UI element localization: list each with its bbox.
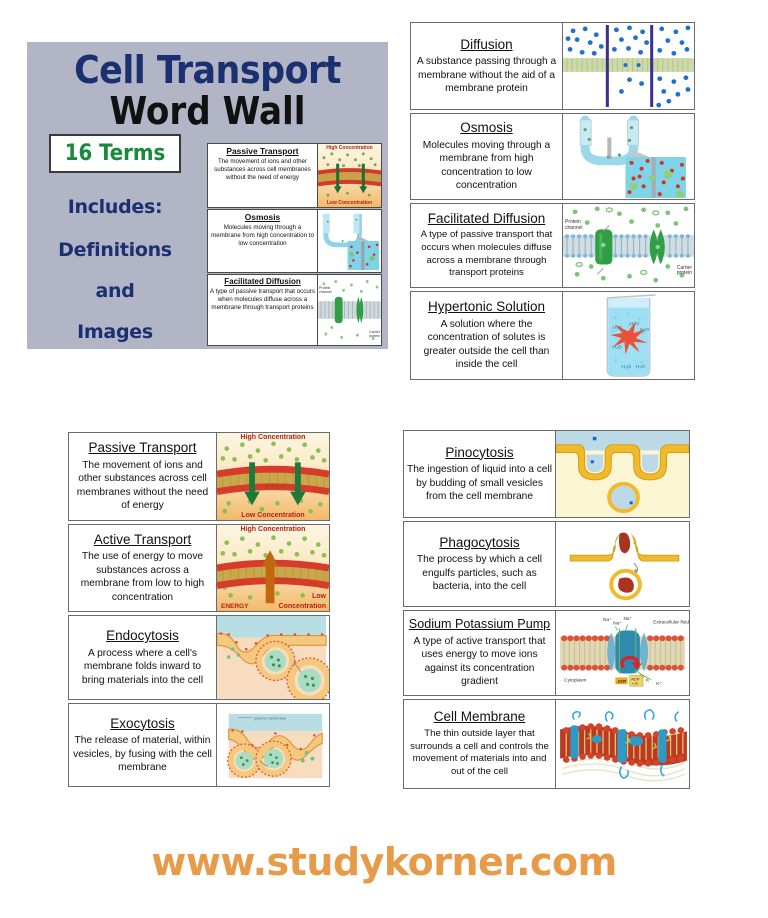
card-term: Exocytosis: [110, 715, 175, 731]
page-title-line2: Word Wall: [109, 89, 306, 133]
card-definition: The process by which a cell engulfs particles, such as bacteria, into the cell: [416, 554, 543, 592]
svg-text:H₂O: H₂O: [635, 365, 646, 371]
includes-item-and: and: [95, 280, 135, 302]
active-transport-membrane-diagram-icon: [217, 525, 329, 611]
card-definition: A type of passive transport that occurs when molecules diffuse across a membrane through transport proteins: [420, 229, 553, 279]
hypertonic-beaker-cell-shrinking-icon: [563, 292, 694, 379]
preview-card-text: [208, 275, 318, 345]
svg-text:Na⁺: Na⁺: [603, 616, 612, 622]
cover-left-column: [27, 134, 203, 343]
osmosis-u-tube-diagram-icon: [563, 114, 694, 199]
terms-count-badge: [49, 134, 181, 173]
energy-label: ENERGY: [221, 603, 249, 610]
card-term: Facilitated Diffusion: [427, 210, 546, 226]
card-term: Passive Transport: [88, 440, 197, 456]
card-definition: A solution where the concentration of solutes is greater outside the cell than inside the cell: [423, 318, 550, 371]
card-term: Diffusion: [460, 36, 513, 52]
low-concentration-label: Low Concentration: [241, 512, 305, 519]
term-card-osmosis: [410, 113, 695, 200]
card-text: [404, 611, 556, 695]
term-card-pinocytosis: [403, 430, 690, 518]
concentration-label: Concentration: [278, 603, 326, 610]
preview-card-term: Osmosis: [244, 212, 281, 222]
card-definition: The thin outside layer that surrounds a cell and controls the movement of materials into and out of the cell: [410, 727, 549, 777]
card-group-bottom-right: [403, 430, 690, 792]
card-term: Pinocytosis: [445, 444, 514, 460]
osmosis-u-tube-diagram-icon: [318, 210, 381, 272]
terms-count-label: 16 Terms: [64, 140, 166, 166]
preview-card-definition: The movement of ions and other substances across cell membranes without the need of energy: [214, 157, 311, 181]
facilitated-diffusion-channel-diagram-icon: [563, 204, 694, 287]
svg-text:inside of cell: inside of cell: [265, 483, 285, 488]
card-text: [404, 522, 556, 606]
website-url: www.studykorner.com: [151, 840, 617, 884]
term-card-active-transport: [68, 524, 330, 612]
card-definition: The ingestion of liquid into a cell by budding of small vesicles from the cell membrane: [407, 464, 552, 502]
preview-card-definition: A type of passive transport that occurs when molecules diffuse across a membrane through transport proteins: [210, 288, 315, 312]
preview-card-term: Facilitated Diffusion: [224, 277, 301, 286]
preview-card-term: Passive Transport: [226, 146, 299, 156]
svg-text:plasma membrane: plasma membrane: [254, 715, 287, 721]
svg-text:K⁺: K⁺: [646, 677, 652, 683]
cover-preview-card-stack: [207, 143, 382, 347]
card-text: [411, 23, 563, 109]
includes-item-images: Images: [77, 321, 153, 343]
preview-card: [207, 209, 382, 273]
card-term: Cell Membrane: [433, 709, 526, 725]
card-term: Active Transport: [93, 531, 192, 547]
svg-text:ADP: ADP: [631, 676, 640, 682]
card-group-bottom-left: [68, 432, 330, 790]
card-definition: A process where a cell's membrane folds inward to bring materials into the cell: [81, 647, 204, 686]
protein-channel-label: Protein channel: [565, 219, 583, 231]
includes-item-definitions: Definitions: [58, 239, 172, 261]
svg-text:H₂O: H₂O: [621, 365, 631, 371]
svg-text:Na⁺: Na⁺: [613, 620, 622, 626]
card-definition: Molecules moving through a membrane from high concentration to low concentration: [422, 139, 551, 192]
passive-transport-membrane-diagram-icon: [318, 144, 381, 207]
svg-text:ATP: ATP: [617, 678, 627, 684]
preview-card-text: [208, 144, 318, 207]
svg-text:H₂O: H₂O: [612, 345, 622, 351]
card-term: Hypertonic Solution: [427, 299, 546, 315]
low-concentration-label: Low Concentration: [326, 200, 373, 206]
card-term: Sodium Potassium Pump: [408, 617, 551, 632]
exocytosis-vesicle-diagram-icon: [217, 704, 329, 786]
card-group-top-right: [410, 22, 695, 383]
pinocytosis-membrane-budding-icon: [556, 431, 689, 517]
card-text: [69, 525, 217, 611]
svg-text:Na⁺: Na⁺: [623, 615, 633, 621]
card-definition: A type of active transport that uses energy to move ions against its concentration gradient: [413, 635, 546, 688]
svg-text:H₂O: H₂O: [612, 326, 622, 332]
low-label: Low: [312, 593, 326, 600]
card-term: Endocytosis: [106, 628, 179, 644]
preview-card-definition: Molecules moving through a membrane from high concentration to low concentration: [211, 223, 314, 247]
term-card-cell-membrane: [403, 699, 690, 789]
card-term: Osmosis: [460, 120, 513, 136]
term-card-endocytosis: [68, 615, 330, 700]
card-text: [69, 704, 217, 786]
card-text: [411, 204, 563, 287]
svg-text:Extracellular fluid: Extracellular fluid: [653, 619, 689, 625]
high-concentration-label: High Concentration: [240, 434, 306, 441]
card-term: Phagocytosis: [439, 534, 520, 550]
page-title-line1: Cell Transport: [74, 48, 341, 92]
card-definition: The movement of ions and other substances across cell membranes without the need of energy: [76, 459, 209, 512]
footer: [0, 840, 768, 884]
preview-card: [207, 143, 382, 208]
card-text: [69, 433, 217, 520]
card-definition: The use of energy to move substances across a membrane from low to high concentration: [80, 551, 205, 603]
card-text: [404, 700, 556, 788]
term-card-diffusion: [410, 22, 695, 110]
high-concentration-label: High Concentration: [240, 526, 306, 533]
preview-card: [207, 274, 382, 346]
card-definition: A substance passing through a membrane without the aid of a membrane protein: [416, 56, 557, 94]
term-card-facilitated-diffusion: [410, 203, 695, 288]
diffusion-particles-across-membrane-icon: [563, 23, 694, 109]
svg-text:H₂O: H₂O: [629, 322, 640, 328]
term-card-exocytosis: [68, 703, 330, 787]
term-card-phagocytosis: [403, 521, 690, 607]
protein-channel-label: Protein channel: [319, 286, 332, 294]
facilitated-diffusion-channel-diagram-icon: [318, 275, 381, 345]
endocytosis-vesicle-diagram-icon: [217, 616, 329, 699]
svg-text:Cytoplasm: Cytoplasm: [564, 677, 587, 683]
card-definition: The release of material, within vesicles, by fusing with the cell membrane: [73, 735, 212, 773]
svg-text:+ Pi: + Pi: [631, 682, 638, 687]
svg-text:H₂O: H₂O: [639, 328, 650, 334]
term-card-hypertonic-solution: [410, 291, 695, 380]
card-text: [411, 114, 563, 199]
high-concentration-label: High Concentration: [326, 145, 373, 151]
card-text: [404, 431, 556, 517]
sodium-potassium-pump-diagram-icon: [556, 611, 689, 695]
cell-membrane-phospholipid-bilayer-icon: [556, 700, 689, 788]
preview-card-text: [208, 210, 318, 272]
card-text: [411, 292, 563, 379]
phagocytosis-engulfing-bacteria-icon: [556, 522, 689, 606]
includes-label: Includes:: [67, 196, 163, 218]
svg-text:K⁺: K⁺: [656, 681, 662, 687]
svg-text:inside of cell: inside of cell: [277, 577, 297, 582]
cover-panel: [27, 42, 388, 349]
carrier-protein-label: Carrier protein: [676, 264, 692, 277]
card-text: [69, 616, 217, 699]
term-card-sodium-potassium-pump: [403, 610, 690, 696]
passive-transport-membrane-diagram-icon: [217, 433, 329, 520]
term-card-passive-transport: [68, 432, 330, 521]
carrier-protein-label: Carrier protein: [369, 330, 380, 339]
